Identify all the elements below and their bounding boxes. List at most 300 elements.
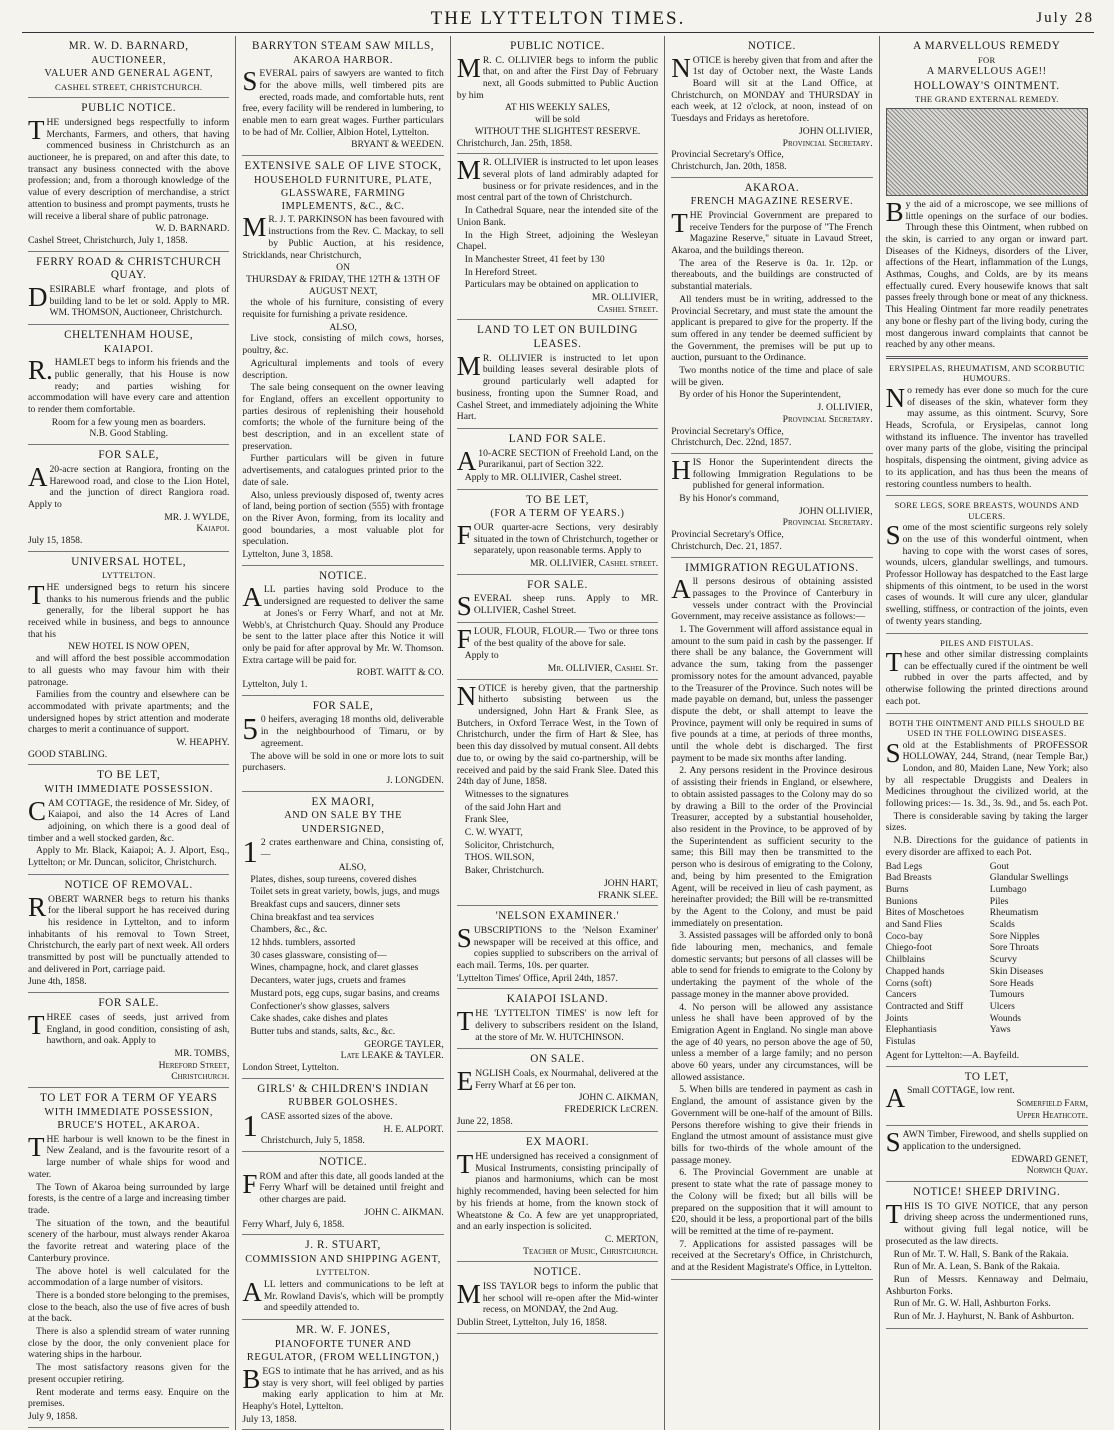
ad-signature: J. OLLIVIER, — [817, 402, 873, 414]
disease-item: Yaws — [989, 1024, 1011, 1036]
disease-item: Bad Legs — [885, 860, 923, 872]
ad-body: THE Provincial Government are prepared to receive Tenders for the purpose of "The French Magazine Reserve," situate in Lavaud Street, Akaroa, and the buildings thereon. — [671, 207, 873, 256]
ad-signature: Kaiapoi. — [196, 523, 230, 535]
advertisement — [28, 98, 229, 251]
ad-body: THREE cases of seeds, just arrived from England, in good condition, consisting of ash, hawthorn, and oak. Apply to — [28, 1009, 230, 1047]
diseases-left — [886, 861, 984, 1048]
ad-footer: Christchurch, Jan. 25th, 1858. — [456, 137, 573, 149]
ad-footer: June 22, 1858. — [456, 1115, 513, 1127]
ad-subheading: ERYSIPELAS, RHEUMATISM, AND SCORBUTIC HUMOURS. — [888, 362, 1085, 384]
ad-body: Apply to Mr. Black, Kaiapoi; A. J. Alport, Esq., Lyttelton; or Mr. Duncan, solicitor, Christchurch. — [28, 845, 230, 869]
ad-heading: A MARVELLOUS AGE!! — [926, 66, 1047, 78]
disease-item: Scurvy — [989, 954, 1017, 966]
advertisement — [457, 490, 658, 575]
ad-body: ALL parties having sold Produce to the undersigned are requested to deliver the same at Jones's or Ferry Wharf, and not at Mr. Webb's, at Christchurch Quay. Should any Produce be sent to the latter place after this Notice it will only be paid for after approval by Mr. W. Thomson. Extra cartage will be paid for. — [242, 582, 444, 666]
engraving-illustration — [886, 108, 1088, 196]
ad-heading: NOTICE! SHEEP DRIVING. — [913, 1186, 1061, 1199]
ad-body: Also, unless previously disposed of, twenty acres of land, being portion of section (555) with frontage on the River Avon, forming, from its locality and good boundaries, a most valuable plot for speculation. — [242, 489, 444, 548]
ad-body: SAWN Timber, Firewood, and shells supplied on application to the undersigned. — [885, 1127, 1088, 1158]
advertisement — [886, 359, 1088, 496]
ad-heading: IMMIGRATION REGULATIONS. — [685, 561, 859, 574]
ad-signature: FREDERICK LeCREN. — [564, 1103, 659, 1115]
ad-heading: FOR SALE. — [98, 997, 160, 1010]
disease-item: Burns — [885, 883, 909, 895]
ad-body: The above will be sold in one or more lots to suit purchasers. — [242, 750, 444, 774]
ad-body: and will afford the best possible accommodation to all guests who may favour him with their patronage. — [28, 653, 230, 688]
ad-heading: WITH IMMEDIATE POSSESSION, — [44, 1106, 213, 1118]
ad-signature: J. LONGDEN. — [386, 774, 444, 786]
ad-body: Further particulars will be given in future advertisements, and catalogues printed prior to the date of sale. — [242, 453, 444, 488]
ad-heading: TO BE LET, — [97, 769, 161, 782]
ad-body: By his Honor's command, — [679, 493, 779, 505]
ad-heading: FOR SALE. — [527, 578, 588, 591]
ad-subheading: CASHEL STREET, CHRISTCHURCH. — [55, 81, 203, 92]
disease-item: Joints — [885, 1012, 908, 1024]
ad-body: THE undersigned has received a consignment of Musical Instruments, consisting principally of pianos and harmoniums, which can be most highly recommended, having been selected for him by his friends at home, from the known stock of Wheatstone & Co. A few are yet unappropriated, and an early inspection is solicited. — [456, 1149, 659, 1233]
advertisement — [242, 1152, 443, 1235]
issue-date: July 28 — [1036, 10, 1094, 26]
ad-list-line: Run of Mr. J. Hayhurst, N. Bank of Ashburton. — [893, 1311, 1075, 1323]
disease-item: Wounds — [989, 1012, 1021, 1024]
ad-heading: PIANOFORTE TUNER AND — [274, 1338, 412, 1350]
advertisement — [886, 36, 1088, 359]
ad-heading: 'NELSON EXAMINER.' — [495, 910, 620, 923]
ad-body: ROBERT WARNER begs to return his thanks for the liberal support he has received during his residence in Lyttelton, and to inform inhabitants of his removal to Town Street, Christchurch, the early part of next week. All orders transmitted by post will be punctually attended to and delivered in Port, carriage paid. — [28, 891, 230, 975]
ad-body: MISS TAYLOR begs to inform the public that her school will re-open after the Mid-winter recess, on MONDAY, the 2nd Aug. — [456, 1279, 659, 1316]
advertisement — [886, 1067, 1088, 1127]
disease-item: Sore Throats — [989, 942, 1039, 954]
ad-heading: FOR — [977, 54, 996, 65]
advertisement — [457, 1132, 658, 1262]
ad-body: the whole of his furniture, consisting of every requisite for furnishing a private residence. — [242, 297, 444, 321]
ad-body: ALL letters and communications to be left at Mr. Rowland Davis's, which will be promptly and speedily attended to. — [242, 1276, 444, 1314]
ad-heading: KAIAPOI. — [103, 343, 154, 355]
ad-heading: RUBBER GOLOSHES. — [288, 1097, 398, 1109]
ad-body: N.B. Directions for the guidance of patients in every disorder are affixed to each Pot. — [885, 835, 1088, 858]
ad-footer: 'Lyttelton Times' Office, April 24th, 1857. — [456, 972, 618, 984]
ad-list-line: Plates, dishes, soup tureens, covered dishes — [250, 873, 417, 885]
ad-centered-line: AT HIS WEEKLY SALES, — [505, 102, 610, 114]
advertisement — [886, 634, 1088, 714]
ad-centered-line: ON — [336, 262, 351, 274]
ad-body: Apply to — [464, 650, 499, 662]
ad-centered-line: will be sold — [535, 114, 580, 126]
column-2 — [236, 36, 450, 1430]
advertisement — [28, 445, 229, 552]
ad-signature: MR. J. WYLDE, — [164, 511, 230, 523]
ad-signature: MR. OLLIVIER, Cashel street. — [530, 558, 659, 570]
ad-footer: Provincial Secretary's Office, — [671, 149, 784, 161]
ad-subheading: THE GRAND EXTERNAL REMEDY. — [914, 94, 1059, 105]
ad-signature: Upper Heathcote. — [1016, 1109, 1088, 1121]
ad-heading: GIRLS' & CHILDREN'S INDIAN — [257, 1082, 429, 1095]
ad-body: The area of the Reserve is 0a. 1r. 12p. or thereabouts, and the buildings are constructed of substantial materials. — [671, 257, 873, 293]
ad-list-line: China breakfast and tea services — [250, 911, 374, 923]
ad-signature: Hereford Street, — [158, 1059, 230, 1071]
ad-list-line: Run of Mr. A. Lean, S. Bank of the Rakaia. — [893, 1261, 1060, 1273]
advertisement — [242, 696, 443, 792]
ad-subheading: SORE LEGS, SORE BREASTS, WOUNDS AND ULCERS. — [894, 500, 1079, 521]
ad-centered-line: WITHOUT THE SLIGHTEST RESERVE. — [474, 125, 641, 137]
ad-body: By order of his Honor the Superintendent, — [679, 389, 841, 401]
ad-footer: GOOD STABLING. — [28, 748, 108, 760]
disease-item: Elephantiasis — [885, 1024, 937, 1036]
ad-heading: AUCTIONEER, — [91, 54, 167, 66]
advertisement — [28, 1088, 229, 1428]
ad-body: ASmall COTTAGE, low rent. — [885, 1083, 1015, 1114]
ad-list-line: Cake shades, cake dishes and plates — [250, 1013, 388, 1025]
ad-signature: Norwich Quay. — [1026, 1165, 1088, 1177]
ad-body: The above hotel is well calculated for the accommodation of a large number of visitors. — [28, 1265, 230, 1289]
ad-body: By the aid of a microscope, we see millions of little openings on the surface of our bodies. Through these this Ointment, when rubbed on the skin, is carried to any organ or inward part. Diseases of the Kidneys, disorders of the Liver, affections of the Heart, inflammation of the Lungs, Asthmas, Coughs, and Colds, are by its means effectually cured. Every housewife knows that salt passes freely through bone or meat of any thickness. This Healing Ointment far more readily penetrates any bone or fleshy part of the living body, curing the most dangerous inward complaints that cannot be reached by any other means. — [885, 196, 1088, 351]
regulation-item: 1. The Government will afford assistance equal in amount to the sum paid in cash by the passenger. If there shall be any balance, the Government will advance the sum, taking from the passenger promissory notes for the amount advanced, payable to the Treasurer of the Province. Such notes will be made payable on demand, but, unless the passenger dispute the debt, or shall attempt to leave the Province, payment will only be required in sums of five pounds at a time, at periods of three months, until the whole debt is discharged. The first payment to be made six months after landing. — [671, 624, 873, 764]
ad-signature: H. E. ALPORT. — [383, 1123, 444, 1135]
ad-body: THIS IS TO GIVE NOTICE, that any person driving sheep across the undermentioned runs, without giving full legal notice, will be prosecuted as the law directs. — [885, 1198, 1088, 1247]
disease-item: Sore Nipples — [989, 930, 1040, 942]
ad-signature: Mr. OLLIVIER, Cashel St. — [547, 662, 659, 674]
ad-subheading: PILES AND FISTULAS. — [940, 637, 1034, 648]
disease-item: Bites of Moschetoes — [885, 907, 964, 919]
advertisement — [886, 1126, 1088, 1182]
ad-signature: JOHN OLLIVIER, — [799, 505, 873, 517]
ad-list-line: Run of Mr. G. W. Hall, Ashburton Forks. — [893, 1298, 1051, 1310]
ad-list-line: Witnesses to the signatures — [464, 788, 569, 800]
ad-heading: FRENCH MAGAZINE RESERVE. — [690, 196, 854, 208]
ad-footer: Agent for Lyttelton:—A. Bayfeild. — [885, 1049, 1020, 1061]
advertisement — [457, 575, 658, 623]
ad-heading: ON SALE. — [530, 1053, 585, 1066]
disease-item: and Sand Flies — [885, 919, 943, 931]
masthead — [22, 6, 1094, 33]
ad-centered-line: ALSO, — [338, 861, 367, 873]
ad-footer: July 9, 1858. — [28, 1410, 78, 1422]
ad-heading: AND ON SALE BY THE — [284, 810, 402, 822]
ad-footer: Provincial Secretary's Office, — [671, 529, 784, 541]
advertisement — [28, 325, 229, 445]
ad-body: There is a bonded store belonging to the premises, close to the beach, also the use of five acres of bush at the back. — [28, 1289, 230, 1325]
ad-heading: FOR SALE, — [312, 699, 374, 712]
column-5 — [880, 36, 1094, 1430]
ad-list-line: Solicitor, Christchurch, — [464, 839, 555, 851]
ad-signature: JOHN OLLIVIER, — [799, 125, 873, 137]
ad-body: CAM COTTAGE, the residence of Mr. Sidey, of Kaiapoi, and also the 14 Acres of Land adjoining, on which there is a good deal of timber and a well stocked garden, &c. — [28, 795, 230, 844]
ad-list-line: C. W. WYATT, — [464, 827, 523, 839]
ad-heading: MR. W. D. BARNARD, — [68, 40, 189, 52]
ad-body: THE 'LYTTELTON TIMES' is now left for delivery to subscribers resident on the Island, at the store of Mr. W. HUTCHINSON. — [456, 1006, 659, 1043]
advertisement — [242, 1079, 443, 1152]
advertisement — [28, 252, 229, 325]
ad-signature: FRANK SLEE. — [597, 889, 659, 901]
ad-list-line: Confectioner's show glasses, salvers — [250, 1000, 390, 1012]
advertisement — [457, 1049, 658, 1132]
ad-body: THE harbour is well known to be the finest in New Zealand, and is the favourite resort of a large number of whale ships for wood and water. — [28, 1131, 230, 1180]
ad-centered-line: NEW HOTEL IS NOW OPEN, — [68, 641, 190, 653]
ad-body: All tenders must be in writing, addressed to the Provincial Secretary, and must state the amount the applicant is prepared to give for the property. If the sum offered in any tender be deemed sufficient by the Government, the premises will be put up to auction, pursuant to the Ordinance. — [671, 293, 873, 364]
ad-heading: FERRY ROAD & CHRISTCHURCH QUAY. — [36, 255, 222, 282]
ad-list-line: Baker, Christchurch. — [464, 865, 545, 877]
disease-item: Tumours — [989, 989, 1025, 1001]
ad-body: NOTICE is hereby given, that the partnership hitherto subsisting between us the undersigned, John Hart & Frank Slee, as Butchers, in Oxford Terrace West, in the Town of Christchurch, under the firm of Hart & Slee, has been this day dissolved by mutual consent. All debts due to, or owing by the said co-partnership, will be received and paid by the said Frank Slee. Dated this 24th day of June, 1858. — [456, 680, 659, 788]
ad-body: BEGS to intimate that he has arrived, and as his stay is very short, will feel obliged by parties making early application to him at Mr. Heaphy's Hotel, Lyttelton. — [242, 1363, 444, 1412]
ad-heading: HOUSEHOLD FURNITURE, PLATE, — [254, 174, 433, 186]
ad-subheading: BOTH THE OINTMENT AND PILLS SHOULD BE USED IN THE FOLLOWING DISEASES. — [889, 717, 1085, 739]
ad-signature: JOHN C. AIKMAN, — [578, 1092, 659, 1104]
advertisement — [28, 875, 229, 993]
ad-footer: Christchurch, Dec. 22nd, 1857. — [671, 437, 792, 449]
disease-item: Glandular Swellings — [989, 872, 1069, 884]
ad-centered-line: ALSO, — [329, 321, 357, 333]
diseases-right — [990, 861, 1088, 1048]
ad-heading: UNDERSIGNED, — [301, 823, 385, 835]
ad-list-line: Chambers, &c., &c. — [250, 924, 328, 936]
advertisement — [242, 792, 443, 1079]
ad-body: There is considerable saving by taking the larger sizes. — [885, 810, 1088, 834]
ad-heading: COMMISSION AND SHIPPING AGENT, — [245, 1253, 441, 1265]
ad-heading: LYTTELTON. — [316, 1267, 370, 1278]
ad-signature: Teacher of Music, Christchurch. — [523, 1245, 659, 1257]
ad-body: SEVERAL pairs of sawyers are wanted to fitch for the above mills, well timbered pits are erected, roads made, and comfortable huts, rent free, every facility will be rendered in lumbering, to enable men to earn great wages. Further particulars to be had of Mr. Collier, Albion Hotel, Lyttelton. — [242, 66, 444, 138]
ad-heading: WITH IMMEDIATE POSSESSION. — [44, 784, 213, 796]
disease-item: Cancers — [885, 989, 917, 1001]
regulation-item: 5. When bills are tendered in payment as cash in England, the amount of assistance given by the Government will be one-half of the amount of Bills. Persons therefore wishing to give their friends in England the utmost amount of assistance must give bills for two-thirds of the whole amount of the passage money. — [671, 1084, 873, 1166]
ad-title: HOLLOWAY'S OINTMENT. — [913, 79, 1060, 92]
advertisement — [28, 36, 229, 98]
ad-body: ENGLISH Coals, ex Nourmahal, delivered at the Ferry Wharf at £6 per ton. — [456, 1065, 659, 1096]
ad-heading: VALUER AND GENERAL AGENT, — [44, 68, 214, 80]
ad-footer: Christchurch, Jan. 20th, 1858. — [671, 160, 787, 172]
advertisement — [457, 906, 658, 989]
advertisement — [457, 429, 658, 490]
ad-signature: Christchurch. — [171, 1071, 230, 1083]
disease-item: Contracted and Stiff — [885, 1001, 964, 1012]
ad-body: FOUR quarter-acre Sections, very desirably situated in the town of Christchurch, together or separately, upon reasonable terms. Apply to — [456, 519, 659, 557]
advertisement — [242, 1320, 443, 1430]
ad-body: NOTICE is hereby given that from and after the 1st day of October next, the Waste Lands Board will sit at the Land Office, at Christchurch, on MONDAY and THURSDAY in each week, at 12 o'clock, at noon, instead of on Tuesdays and Fridays as heretofore. — [671, 52, 873, 125]
ad-footer: Christchurch, Dec. 21, 1857. — [671, 540, 782, 552]
ad-body: The situation of the town, and the beautiful scenery of the harbour, must always render Akaroa the favorite retreat and watering place of the Canterbury province. — [28, 1217, 230, 1264]
ad-body: Some of the most scientific surgeons rely solely on the use of this wonderful ointment, when having to cope with the worst cases of sores, wounds, ulcers, glandular swellings, and tumours. Professor Holloway has despatched to the East large shipments of this ointment, to be used in the worst cases of wounds. It will cure any ulcer, glandular swelling, stiffness, or contraction of the joints, even of twenty years standing. — [885, 520, 1088, 627]
ad-heading: NOTICE OF REMOVAL. — [64, 878, 193, 891]
ad-body: Sold at the Establishments of PROFESSOR HOLLOWAY, 244, Strand, (near Temple Bar,) London, and 80, Maiden Lane, New York; also by all respectable Druggists and Dealers in Medicines throughout the civilized world, at the following prices:— 1s. 3d., 3s. 9d., and 5s. each Pot. — [885, 737, 1088, 810]
ad-list-line: In Cathedral Square, near the intended site of the Union Bank. — [456, 205, 659, 228]
ad-body: R.HAMLET begs to inform his friends and the public generally, that his House is now ready; and parties wishing for accommodation will have every care and attention to render them comfortable. — [28, 355, 230, 416]
ad-signature: JOHN HART, — [604, 877, 659, 889]
advertisement — [242, 36, 443, 156]
ad-list-line: Run of Mr. T. W. Hall, S. Bank of the Rakaia. — [893, 1248, 1069, 1260]
ad-signature: GEORGE TAYLER, — [364, 1038, 444, 1050]
ad-body: Families from the country and elsewhere can be accommodated with private apartments; and the undersigned hopes by strict attention and moderate charges to merit a continuance of support. — [28, 689, 230, 736]
disease-item: Chilblains — [885, 954, 926, 966]
advertisement — [457, 154, 658, 320]
advertisement — [457, 320, 658, 429]
ad-footer: Lyttelton, June 3, 1858. — [242, 549, 333, 561]
advertisement — [886, 496, 1088, 633]
ad-signature: Late LEAKE & TAYLER. — [340, 1050, 444, 1062]
ad-body: 12 crates earthenware and China, consisting of,— — [242, 834, 444, 870]
ad-signature: Provincial Secretary. — [782, 137, 873, 149]
ad-heading: EXTENSIVE SALE OF LIVE STOCK, — [244, 160, 442, 173]
disease-item: Bunions — [885, 895, 918, 907]
ad-body: Two months notice of the time and place of sale will be given. — [671, 365, 873, 388]
ad-heading: AKAROA. — [744, 181, 800, 194]
ad-body: SUBSCRIPTIONS to the 'Nelson Examiner' newspaper will be received at this office, and copies supplied to subscribers on the arrival of each mail. Terms, 10s. per quarter. — [456, 922, 659, 972]
disease-item: Gout — [989, 860, 1009, 872]
disease-item: Sore Heads — [989, 977, 1034, 989]
ad-heading: NOTICE. — [319, 1156, 368, 1169]
advertisement — [671, 454, 872, 558]
ad-signature: Provincial Secretary. — [782, 413, 873, 425]
ad-footer: Dublin Street, Lyttelton, July 16, 1858. — [456, 1317, 607, 1329]
disease-item: Piles — [989, 895, 1009, 907]
ad-heading: TO LET, — [964, 1070, 1009, 1083]
advertisement — [242, 156, 443, 566]
ad-list-line: Run of Messrs. Kennaway and Delmaiu, Ashburton Forks. — [885, 1273, 1088, 1297]
ad-body: Agricultural implements and tools of every description. — [242, 357, 444, 381]
columns — [22, 36, 1094, 1425]
column-3 — [451, 36, 665, 1430]
ad-signature: Provincial Secretary. — [782, 517, 873, 529]
ad-signature: Cashel Street. — [597, 303, 659, 315]
ad-heading: LYTTELTON. — [101, 570, 156, 581]
disease-item: Bad Breasts — [885, 872, 932, 884]
ad-heading: AKAROA HARBOR. — [293, 54, 394, 66]
ad-body: Live stock, consisting of milch cows, horses, poultry, &c. — [242, 333, 444, 357]
ad-list-line: Wines, champagne, hock, and claret glasses — [250, 962, 419, 974]
ad-footer: July 13, 1858. — [242, 1413, 297, 1425]
advertisement — [457, 989, 658, 1049]
ad-heading: NOTICE. — [747, 40, 796, 52]
ad-body: FROM and after this date, all goods landed at the Ferry Wharf will be detained until freight and other charges are paid. — [242, 1168, 444, 1206]
regulation-item: 7. Applications for assisted passages will be received at the Secretary's Office, in Christchurch, and at the Resident Magistrate's Office, in Lyttelton. — [671, 1238, 873, 1274]
ad-body: There is also a splendid stream of water running close by the door, the only convenient place for watering ships in the harbour. — [28, 1326, 230, 1361]
ad-heading: GLASSWARE, FARMING IMPLEMENTS, &C., &C. — [280, 188, 406, 212]
advertisement — [242, 1235, 443, 1320]
ad-heading: LAND TO LET ON BUILDING LEASES. — [476, 324, 639, 351]
ad-heading: MR. W. F. JONES, — [295, 1324, 391, 1337]
disease-item: Skin Diseases — [989, 965, 1044, 977]
ad-body: FLOUR, FLOUR, FLOUR.— Two or three tons of the best quality of the above for sale. — [456, 623, 659, 654]
disease-item: Scalds — [989, 919, 1015, 931]
ad-body: The sale being consequent on the owner leaving for England, offers an excellent opportunity to parties desirous of replenishing their household comforts; the whole of the furniture being of the best description, and in an excellent state of preservation. — [242, 382, 444, 452]
disease-item: Chapped hands — [885, 965, 945, 977]
advertisement — [457, 36, 658, 154]
ad-list-line: Decanters, water jugs, cruets and frames — [250, 975, 406, 987]
ad-heading: EX MAORI, — [311, 795, 375, 808]
ad-body: The Town of Akaroa being surrounded by large forests, is the centre of a large and increasing timber trade. — [28, 1181, 230, 1216]
ad-footer: Cashel Street, Christchurch, July 1, 1858. — [28, 234, 188, 246]
ad-heading: A MARVELLOUS REMEDY — [913, 40, 1061, 52]
ad-body: No remedy has ever done so much for the cure of diseases of the skin, whatever form they may assume, as this ointment. Scurvy, Sore Heads, Scrofula, or Erysipelas, cannot long withstand its influence. The inventor has travelled over many parts of the globe, visiting the principal hospitals, dispensing the ointment, giving advice as to its application, and has thus been the means of restoring countless numbers to health. — [885, 382, 1088, 490]
ad-body: Rent moderate and terms easy. Enquire on the premises. — [28, 1386, 230, 1410]
ad-body: THE undersigned begs respectfully to inform Merchants, Farmers, and others, that having commenced business in Christchurch as an auctioneer, he is prepared, on and after this date, to transact any business connected with the above profession; and, from a thorough knowledge of the value of every description of merchandise, a strict attention to business and prompt payments, trusts he will receive a liberal share of public patronage. — [28, 114, 230, 222]
ad-list-line: 12 hhds. tumblers, assorted — [250, 937, 356, 949]
disease-item: Coco-bay — [885, 930, 923, 942]
column-1 — [22, 36, 236, 1430]
ad-body: MR. C. OLLIVIER begs to inform the public that, on and after the First Day of February next, all Goods submitted to Public Auction by him — [456, 52, 659, 101]
advertisement — [28, 993, 229, 1088]
regulation-item: 6. The Provincial Government are unable at present to state what the rate of passage money to the Colony will be fixed; but all bills will be prepared on the supposition that it will amount to £20, should it be less, a proportional part of the bills will be remitted at the time of re-payment. — [671, 1167, 873, 1237]
ad-heading: PUBLIC NOTICE. — [510, 40, 605, 52]
ad-centered-line: THURSDAY & FRIDAY, THE 12TH & 13TH OF AUGUST NEXT, — [245, 273, 441, 297]
ad-body: 1CASE assorted sizes of the above. — [242, 1107, 393, 1143]
ad-heading: NOTICE. — [533, 1266, 582, 1279]
ad-heading: REGULATOR, (FROM WELLINGTON,) — [246, 1352, 440, 1364]
ad-heading: PUBLIC NOTICE. — [81, 102, 177, 115]
advertisement — [457, 623, 658, 680]
ad-signature: MR. TOMBS, — [174, 1047, 230, 1059]
ad-list-line: Toilet sets in great variety, bowls, jugs, and mugs — [250, 886, 440, 898]
ad-heading: BRUCE'S HOTEL, AKAROA. — [57, 1120, 201, 1132]
disease-item: Rheumatism — [989, 907, 1039, 919]
advertisement — [457, 1262, 658, 1333]
ad-list-line: Particulars may be obtained on application to — [464, 279, 639, 291]
ad-body: All persons desirous of obtaining assisted passages to the Province of Canterbury in vessels under contract with the Provincial Government, may receive assistance as follows:— — [671, 574, 873, 623]
ad-body: A20-acre section at Rangiora, fronting on the Harewood road, and close to the Lion Hotel, and the junction of direct Rangiora road. Apply to — [28, 461, 230, 510]
ad-footer: Provincial Secretary's Office, — [671, 425, 784, 437]
advertisement — [457, 680, 658, 907]
ad-heading: KAIAPOI ISLAND. — [506, 993, 609, 1006]
ad-body: The most satisfactory reasons given for the present occupier retiring. — [28, 1362, 230, 1385]
newspaper-title: THE LYTTELTON TIMES. — [430, 8, 686, 29]
ad-footer: London Street, Lyttelton. — [242, 1062, 339, 1074]
advertisement — [28, 552, 229, 766]
ad-line: N.B. Good Stabling. — [89, 428, 168, 440]
ad-list-line: of the said John Hart and — [464, 801, 561, 813]
ad-body: MR. OLLIVIER is instructed to let upon building leases several desirable plots of ground particularly well adapted for business, fronting upon the Sumner Road, and Cashel Street, and immediately adjoining the White Hart. — [456, 350, 659, 423]
ad-footer: June 4th, 1858. — [28, 976, 87, 988]
column-4 — [665, 36, 879, 1430]
ad-signature: EDWARD GENET, — [1011, 1153, 1088, 1165]
ad-signature: W. D. BARNARD. — [155, 223, 230, 235]
disease-item: Lumbago — [989, 883, 1027, 895]
ad-list-line: Mustard pots, egg cups, sugar basins, and creams — [250, 987, 440, 999]
ad-signature: ROBT. WAITT & CO. — [356, 667, 444, 679]
ad-list-line: THOS. WILSON, — [464, 852, 535, 864]
ad-list-line: In Hereford Street. — [464, 266, 537, 278]
ad-line: Room for a few young men as boarders. — [51, 416, 206, 428]
ad-heading: (FOR A TERM OF YEARS.) — [490, 508, 625, 520]
ad-heading: UNIVERSAL HOTEL, — [71, 555, 187, 568]
ad-signature: JOHN C. AIKMAN. — [364, 1206, 444, 1218]
ad-body: A10-ACRE SECTION of Freehold Land, on the Purarikanui, part of Section 322. — [456, 445, 659, 476]
ad-footer: Christchurch, July 5, 1858. — [260, 1135, 365, 1147]
ad-footer: Lyttelton, July 1. — [242, 679, 308, 691]
ad-signature: W. HEAPHY. — [176, 737, 230, 749]
ad-body: Apply to MR. OLLIVIER, Cashel street. — [464, 472, 622, 484]
ad-body: MR. OLLIVIER is instructed to let upon leases several plots of land admirably adapted for business or for private residences, and in the most central part of the town of Christchurch. — [456, 155, 659, 204]
advertisement — [242, 566, 443, 696]
ad-footer: Ferry Wharf, July 6, 1858. — [242, 1218, 345, 1230]
disease-item: Chiego-foot — [885, 942, 932, 954]
advertisement — [886, 1182, 1088, 1329]
ad-body: HIS Honor the Superintendent directs the following Immigration Regulations to be published for general information. — [671, 454, 873, 492]
ad-heading: TO LET FOR A TERM OF YEARS — [39, 1092, 218, 1105]
ad-body: MR. J. T. PARKINSON has been favoured with instructions from the Rev. C. Mackay, to sell by Public Auction, at his residence, Stricklands, near Christchurch, — [242, 212, 444, 261]
ad-heading: CHELTENHAM HOUSE, — [64, 329, 194, 342]
regulation-item: 4. No person will be allowed any assistance unless he shall have been approved of by the Emigration Agent in England. No single man above the age of 40 years, no person above the age of 50, unless a member of a large family; and no person above 60 years, under any circumstances, will be allowed assistance. — [671, 1001, 873, 1083]
ad-heading: EX MAORI. — [525, 1136, 590, 1149]
ad-heading: TO BE LET, — [525, 493, 590, 506]
ad-list-line: 30 cases glassware, consisting of— — [250, 949, 387, 961]
ad-signature: BRYANT & WEEDEN. — [351, 139, 444, 151]
ad-heading: BARRYTON STEAM SAW MILLS, — [252, 40, 435, 52]
diseases-list — [886, 861, 1088, 1048]
ad-footer: July 15, 1858. — [28, 535, 83, 547]
advertisement — [28, 765, 229, 874]
advertisement — [671, 558, 872, 1280]
ad-list-line: Breakfast cups and saucers, dinner sets — [250, 898, 401, 910]
advertisement — [886, 714, 1088, 1067]
